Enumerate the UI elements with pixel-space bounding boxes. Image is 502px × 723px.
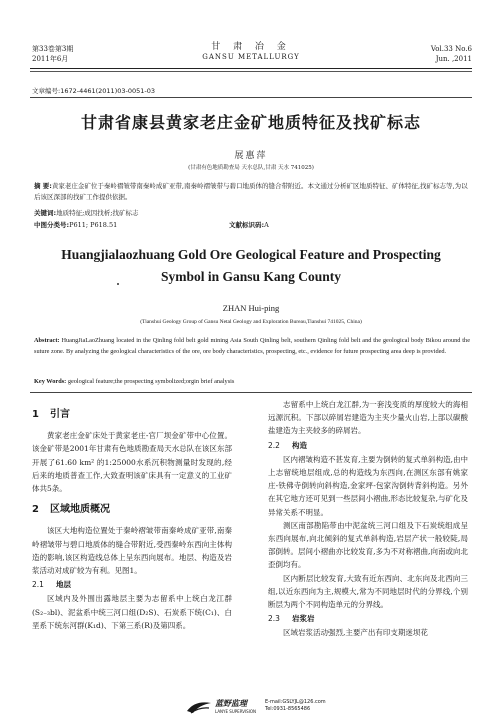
- lanye-logo-icon: [185, 699, 213, 715]
- subsection-heading: [32, 578, 232, 591]
- footer-contact: [265, 699, 326, 713]
- footer-tel: Tel:0931-8565486: [265, 706, 311, 712]
- subsection-title: 岩浆岩: [292, 614, 315, 624]
- title-en-line1: Huangjialaozhuang Gold Ore Geological Feature and Prospecting: [61, 247, 441, 262]
- abstract-cn-label: 摘 要:: [34, 182, 52, 190]
- header-journal: [0, 42, 502, 62]
- header-rule: [30, 68, 472, 69]
- article-id-rule: [30, 97, 472, 98]
- left-column: [32, 400, 232, 632]
- affiliation-en: (Tianshui Geology Group of Gansu Netal Geology and Exploration Bureau,Tianshui 741025, China): [140, 319, 362, 325]
- abstract-cn-text: 黄家老庄金矿位于秦岭褶皱带南秦岭成矿亚带,南秦岭褶皱带与碧口地质体的缝合带附近。本文通过分析矿区地质特征、矿体特征,找矿标志等,为以后该区深部的找矿工作提供依据。: [34, 182, 468, 201]
- header-rule-thin: [30, 71, 472, 72]
- clc-label: 中图分类号:: [34, 221, 70, 229]
- paragraph: 志留系中上统白龙江群,为一套浅变质的厚度较大的海相远源沉积。下部以碎屑岩建造为主夹少量火山岩,上部以碳酸盐建造为主夹较多的碎屑岩。: [268, 400, 468, 436]
- title-cn: 甘肃省康县黄家老庄金矿地质特征及找矿标志: [80, 113, 421, 132]
- section-heading: [32, 503, 232, 516]
- author-cn: 展惠萍: [234, 151, 268, 161]
- abstract-en-label: Abstract:: [34, 337, 60, 344]
- section-title: 区域地质概况: [50, 504, 110, 516]
- article-id: 文章编号:1672-4461(2011)03-0051-03: [32, 87, 156, 95]
- keywords-cn-label: 关键词:: [34, 209, 57, 217]
- footer-email: E-mail:GSLYJL@126.com: [265, 699, 326, 705]
- author-en: ZHAN Hui-ping: [222, 303, 280, 313]
- header-date-en: Jun. ,2011: [435, 55, 472, 63]
- subsection-title: 构造: [292, 440, 307, 450]
- abstract-en: [34, 336, 470, 357]
- subsection-number: 2.2: [268, 440, 280, 450]
- section-number: 2: [32, 504, 39, 516]
- subsection-heading: [268, 612, 468, 625]
- abstract-cn: [34, 181, 470, 203]
- header-date-cn: 2011年6月: [32, 55, 69, 63]
- keywords-en-text: geological feature;the prospecting symbolized;orgin brief analysis: [67, 378, 235, 385]
- header-journal-en: GANSU METALLURGY: [202, 53, 300, 61]
- section-number: 1: [32, 409, 39, 420]
- header-volume-en: Vol.33 No.6: [430, 45, 472, 53]
- logo-subtext: LANYE SUPERVISION: [215, 709, 257, 714]
- section-heading: [32, 408, 232, 421]
- keywords-en-label: Key Words:: [34, 378, 67, 385]
- subsection-title: 地层: [56, 580, 71, 590]
- logo-text: 蓝野监理: [215, 699, 247, 708]
- paragraph: 该区大地构造位置处于秦岭褶皱带南秦岭成矿亚带,南秦岭褶皱带与碧口地质体的缝合带附近,受西秦岭东西向主体构造的影响,该区构造线总体上呈东西向展布。地层、构造及岩浆活动对成矿较为有利。见图1。: [32, 526, 232, 576]
- section-title: 引言: [50, 409, 70, 420]
- keywords-en: [34, 377, 470, 387]
- doc-code-label: 文献标识码:: [229, 221, 265, 229]
- header-journal-cn: 甘 肃 冶 金: [211, 42, 291, 52]
- paragraph: 测区南部勘陷带由中泥盆统三河口组及下石炭统组成呈东西向展布,向北倾斜的复式单斜构造,岩层产状一般较陡,局部倒转。层间小褶曲亦比较发育,多为不对称褶曲,向南或向北歪倒均有。: [268, 520, 468, 570]
- doc-code: [229, 220, 269, 231]
- abstract-en-text: HuangJiaLaoZhuang located in the Qinling fold belt gold mining Asia South Qinling belt, southern Qinling fold belt and the geological body Bikou around the suture zone. By analyzing the geological characteristics of the ore, ore body characteristics, prospecting, etc., evidence for future prospecting area deep is provided.: [34, 337, 470, 355]
- title-en: [0, 244, 502, 288]
- paragraph: 区内褶皱构造不甚发育,主要为倒转的复式单斜构造,由中上志留统地层组成,总的构造线为东西向,在测区东部有姚家庄-铁佛寺倒转向斜构造,金家坪-包家沟倒转背斜构造。另外在其它地方还可见到一些层间小褶曲,形态比较复杂,与矿化及异常关系不明显。: [268, 454, 468, 517]
- title-en-line2: Symbol in Gansu Kang County: [160, 269, 342, 284]
- keywords-cn: [34, 208, 470, 219]
- header-issue-cn: 第33卷第3期: [32, 45, 74, 53]
- affiliation-cn: (甘肃有色地质勘查局 天水总队,甘肃 天水 741025): [188, 165, 314, 171]
- clc-value: P611; P618.51: [69, 221, 118, 229]
- subsection-number: 2.3: [268, 614, 280, 624]
- abstract-rule: [30, 392, 472, 393]
- paragraph: 区域内及外围出露地层主要为志留系中上统白龙江群(S₂₋₃bl)、泥盆系中统三河口组(D₂S)、石炭系下统(C₁)、白垩系下统东河群(K₁d)、下第三系(R)及第四系。: [32, 594, 232, 630]
- stray-dot: [117, 283, 119, 285]
- subsection-heading: [268, 439, 468, 452]
- right-column: [268, 398, 468, 640]
- keywords-cn-text: 地质特征;成因找析;找矿标志: [56, 209, 139, 217]
- classification-row: [34, 220, 470, 231]
- footer-advert: [185, 697, 345, 719]
- paragraph: 区内断层比较发育,大致有近东西向、北东向及北西向三组,以近东西向为主,规模大,常为不同地层时代的分界线,个别断层为两个不同构造单元的分界线。: [268, 573, 468, 610]
- subsection-number: 2.1: [32, 580, 44, 590]
- paragraph: 区域岩浆活动强烈,主要产出有印支期迷坝花: [283, 628, 428, 638]
- header-volume: [431, 44, 472, 64]
- doc-code-value: A: [264, 221, 269, 229]
- paragraph: 黄家老庄金矿床处于黄家老庄-官厂坝金矿带中心位置。该金矿带是2001年甘肃有色地质勘查局天水总队在该区东部开展了61.60 km² 的1:25000水系沉积物测量时发现的,经后来的地质普查工作,大致查明该矿床具有一定意义的工业矿体共5条。: [32, 431, 232, 494]
